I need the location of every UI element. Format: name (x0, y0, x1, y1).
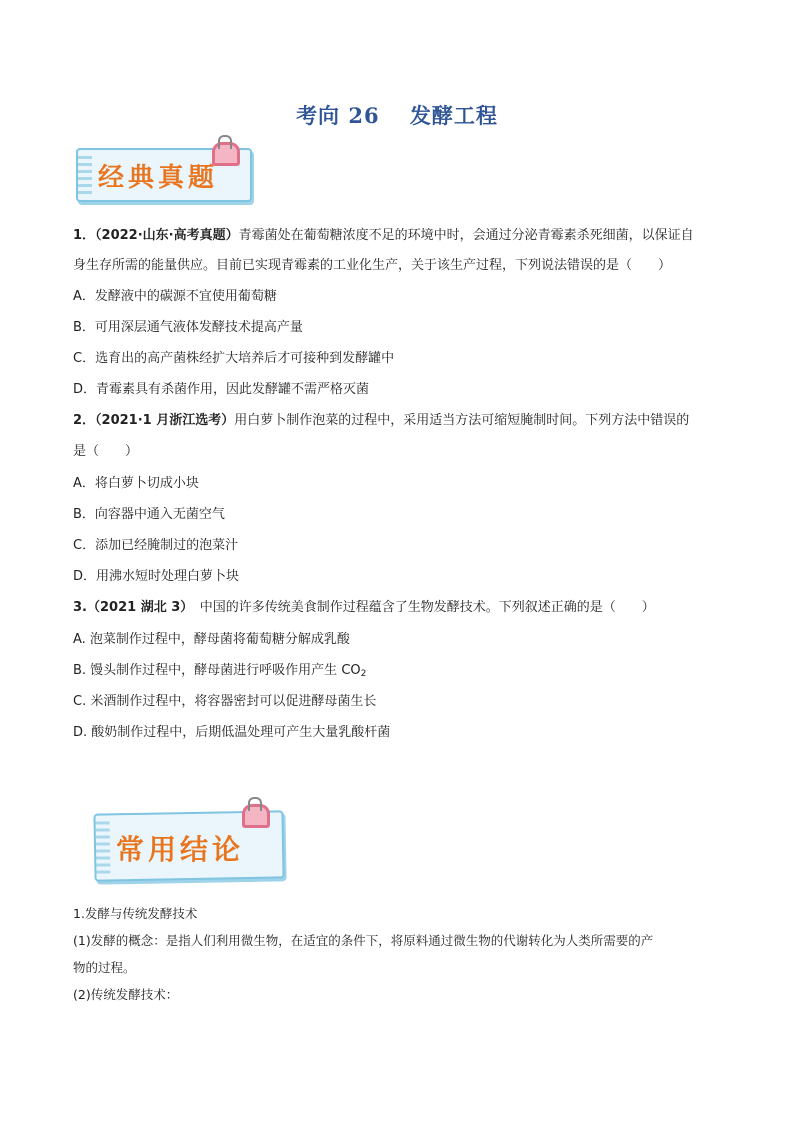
conclusion-item-2: (2)传统发酵技术： (73, 987, 179, 1002)
question-1-stem (73, 226, 694, 246)
option-a: A. 泡菜制作过程中，酵母菌将葡萄糖分解成乳酸 (73, 632, 350, 647)
conclusion-heading: 1.发酵与传统发酵技术 (73, 906, 198, 921)
page-title: 考向 26 发酵工程 (296, 103, 498, 128)
question-text: 中国的许多传统美食制作过程蕴含了生物发酵技术。下列叙述正确的是（ ） (186, 600, 655, 615)
option-b (73, 661, 366, 684)
option-text: B. 馒头制作过程中，酵母菌进行呼吸作用产生 CO (73, 663, 361, 678)
question-source: （2022·山东·高考真题） (95, 228, 239, 243)
option-b: B．可用深层通气液体发酵技术提高产量 (73, 320, 303, 335)
classic-questions-banner (72, 140, 256, 206)
option-c: C．添加已经腌制过的泡菜汁 (73, 538, 239, 553)
question-1-stem-cont: 身生存所需的能量供应。目前已实现青霉素的工业化生产，关于该生产过程，下列说法错误的是（ ） (73, 258, 672, 273)
option-a: A．发酵液中的碳源不宜使用葡萄糖 (73, 289, 277, 304)
option-d: D．用沸水短时处理白萝卜块 (73, 569, 240, 584)
subscript: 2 (360, 669, 367, 679)
paperclip-icon (242, 804, 270, 828)
question-source: （2021·1 月浙江选考） (95, 413, 235, 428)
conclusion-item-1-cont: 物的过程。 (73, 960, 136, 975)
question-number: 2． (73, 413, 96, 428)
option-d: D．青霉素具有杀菌作用，因此发酵罐不需严格灭菌 (73, 382, 370, 397)
question-number: 1． (73, 228, 96, 243)
question-source: （2021 湖北 3） (86, 600, 187, 615)
option-b: B．向容器中通入无菌空气 (73, 507, 225, 522)
conclusion-item-1: (1)发酵的概念：是指人们利用微生物，在适宜的条件下，将原料通过微生物的代谢转化为人类所需要的产 (73, 933, 654, 948)
question-text: 青霉菌处在葡萄糖浓度不足的环境中时，会通过分泌青霉素杀死细菌，以保证自 (238, 228, 694, 243)
option-c: C．选育出的高产菌株经扩大培养后才可接种到发酵罐中 (73, 351, 395, 366)
question-3-stem (73, 598, 655, 618)
question-2-stem (73, 411, 689, 431)
question-text: 用白萝卜制作泡菜的过程中，采用适当方法可缩短腌制时间。下列方法中错误的 (234, 413, 690, 428)
question-2-stem-cont: 是（ ） (73, 444, 139, 459)
option-d: D. 酸奶制作过程中，后期低温处理可产生大量乳酸杆菌 (73, 725, 391, 740)
option-a: A．将白萝卜切成小块 (73, 476, 199, 491)
question-number: 3. (73, 600, 87, 615)
option-c: C. 米酒制作过程中，将容器密封可以促进酵母菌生长 (73, 694, 377, 709)
banner-label: 经典真题 (98, 163, 219, 193)
banner-label: 常用结论 (116, 833, 245, 866)
common-conclusions-banner (92, 802, 292, 888)
